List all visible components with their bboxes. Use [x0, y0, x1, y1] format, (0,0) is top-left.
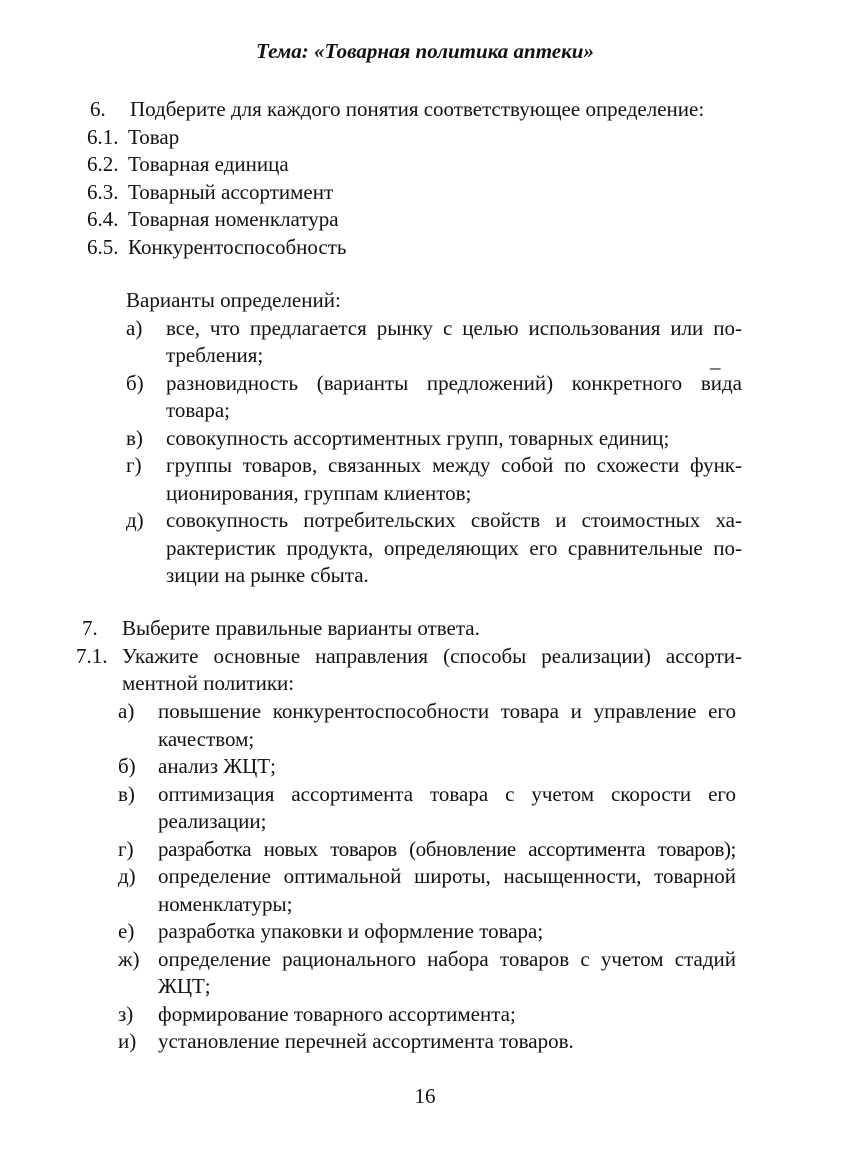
concept-number: 6.2. [87, 152, 119, 176]
concept-item [87, 206, 750, 234]
option-item [118, 918, 736, 946]
variant-item [126, 507, 742, 590]
concept-text: Товар [128, 124, 180, 149]
option-letter: и) [118, 1029, 137, 1053]
option-line: номенклатуры; [158, 891, 293, 916]
subquestion-7-1 [76, 643, 742, 698]
variants-list [126, 287, 742, 590]
variants-heading: Варианты определений: [126, 288, 341, 312]
option-line: определение оптимальной широты, насыщенности, товарной [158, 864, 736, 888]
option-letter: а) [118, 699, 135, 723]
option-item [118, 1001, 736, 1029]
option-line: реализации; [158, 809, 267, 833]
option-line: повышение конкурентоспособности товара и управление его [158, 699, 736, 723]
concept-item [87, 124, 750, 152]
concept-number: 6.1. [87, 124, 119, 149]
variant-line: разновидность (варианты предложений) конкретного вида [166, 370, 742, 395]
option-item [118, 946, 736, 1001]
option-item [118, 781, 736, 836]
stray-mark: _ [710, 348, 721, 372]
option-item [118, 863, 736, 918]
concept-item [87, 151, 750, 179]
option-line: определение рационального набора товаров с учетом стадий [158, 946, 736, 971]
variant-line: требления; [166, 343, 264, 367]
question-number: 6. [90, 97, 106, 121]
variant-item [126, 425, 742, 453]
concept-text: Товарная номенклатура [128, 207, 339, 231]
concept-item [87, 179, 750, 207]
option-item [118, 836, 736, 864]
concept-number: 6.4. [87, 207, 119, 231]
option-letter: г) [118, 836, 134, 861]
concept-text: Конкурентоспособность [128, 234, 347, 259]
variant-line: рактеристик продукта, определяющих его сравнительные по- [166, 535, 742, 560]
option-line: формирование товарного ассортимента; [158, 1001, 516, 1026]
concept-item [87, 234, 750, 262]
variant-letter: в) [126, 425, 143, 450]
option-letter: б) [118, 754, 136, 778]
variant-line: группы товаров, связанных между собой по схожести функ- [166, 453, 742, 477]
variant-item [126, 370, 742, 425]
variant-item [126, 315, 742, 370]
concept-number: 6.3. [87, 179, 119, 204]
page-title: Тема: «Товарная политика аптеки» [256, 39, 594, 63]
option-item [118, 1028, 736, 1056]
option-letter: д) [118, 864, 136, 888]
question-prompt: Выберите правильные варианты ответа. [122, 616, 480, 640]
variant-line: зиции на рынке сбыта. [166, 563, 369, 587]
subquestion-line: Укажите основные направления (способы реализации) ассорти- [122, 643, 742, 668]
variant-letter: г) [126, 453, 142, 477]
option-line: разработка новых товаров (обновление ассортимента товаров); [158, 836, 736, 861]
option-item [118, 698, 736, 753]
variant-line: все, что предлагается рынку с целью использования или по- [166, 315, 742, 340]
variant-item [126, 452, 742, 507]
variant-line: товара; [166, 398, 231, 422]
option-line: оптимизация ассортимента товара с учетом скорости его [158, 781, 736, 806]
concept-text: Товарная единица [128, 152, 289, 176]
variant-letter: а) [126, 315, 143, 340]
question-6-header [90, 96, 750, 124]
option-letter: з) [118, 1001, 134, 1026]
option-line: качеством; [158, 726, 255, 751]
variant-letter: д) [126, 508, 144, 532]
option-line: анализ ЖЦТ; [158, 754, 276, 778]
question-number: 7. [82, 616, 98, 640]
option-item [118, 753, 736, 781]
concept-number: 6.5. [87, 234, 119, 259]
subquestion-number: 7.1. [76, 643, 108, 668]
question-prompt: Подберите для каждого понятия соответствующее определение: [130, 97, 705, 121]
subquestion-line: ментной политики: [122, 671, 295, 695]
variant-letter: б) [126, 370, 144, 395]
variant-line: ционирования, группам клиентов; [166, 480, 472, 505]
option-letter: е) [118, 919, 135, 943]
variant-line: совокупность ассортиментных групп, товарных единиц; [166, 425, 670, 450]
option-line: ЖЦТ; [158, 974, 211, 998]
option-letter: в) [118, 781, 135, 806]
variant-line: совокупность потребительских свойств и стоимостных ха- [166, 508, 742, 532]
question-7-header [82, 615, 742, 643]
answer-options [118, 698, 736, 1056]
question-7 [76, 615, 742, 698]
option-line: разработка упаковки и оформление товара; [158, 919, 544, 943]
page-number: 16 [414, 1084, 436, 1108]
concept-text: Товарный ассортимент [128, 179, 334, 204]
option-letter: ж) [118, 946, 140, 971]
option-line: установление перечней ассортимента товаров. [158, 1029, 574, 1053]
question-6 [87, 96, 750, 261]
